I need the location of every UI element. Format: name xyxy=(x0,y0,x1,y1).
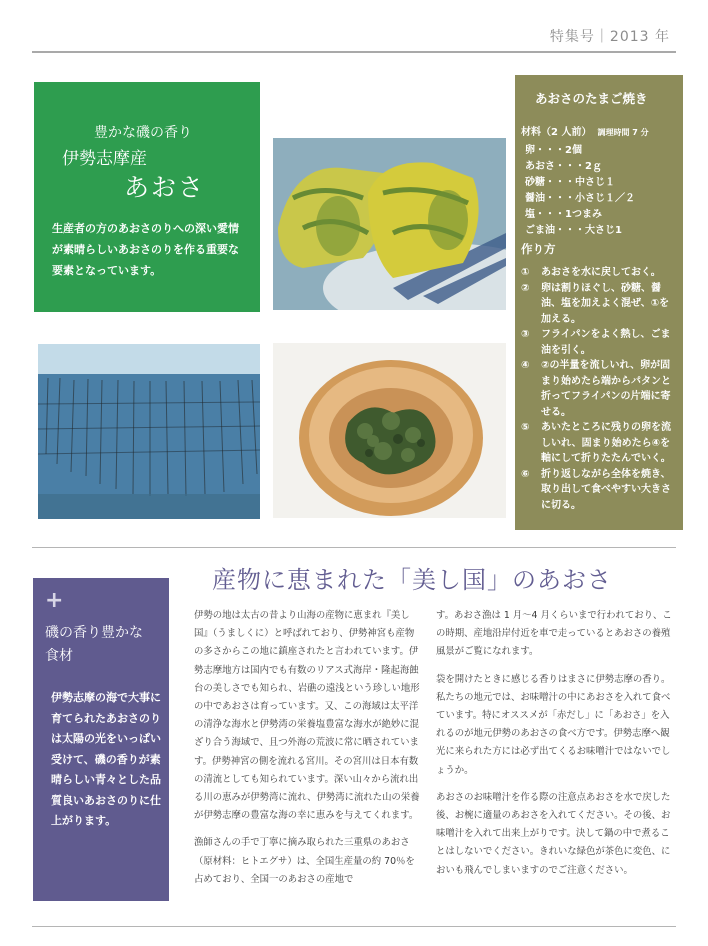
sidebar-box xyxy=(33,578,169,901)
ingredient-item: 塩・・・1つまみ xyxy=(525,209,602,220)
step-number: ① xyxy=(521,267,530,278)
sidebar-heading xyxy=(45,622,143,668)
article-paragraph: 伊勢の地は太古の昔より山海の産物に恵まれ『美し国』（うましくに）と呼ばれており、伊勢神宮も産物の多さからこの地に鎮座されたと言われています。伊勢志摩地方は国内でも有数のリアス式海岸・隆起海蝕台の美しさでも知られ、岩礁の遠浅という珍しい地形の中であおさは育っています。又、この海域は太平洋の清浄な海水と伊勢湾の栄養塩豊富な海水が絶妙に混ざり合う海域で、且つ外海の荒波に常に晒されています。伊勢神宮の側を流れる宮川。その宮川は日本有数の清流としても知られています。深い山々から流れ出る川の恵みが伊勢湾に流れ、伊勢湾に流れた山の栄養が伊勢志摩の豊富な海の幸に恵みを与えてくれます。 xyxy=(194,610,420,822)
ingredient-list xyxy=(525,143,635,239)
intro-origin: 伊勢志摩産 xyxy=(62,149,147,169)
step-item xyxy=(521,281,679,328)
step-text: フライパンをよく熱し、ごま油を引く。 xyxy=(541,329,671,356)
step-number: ② xyxy=(521,282,530,294)
tamagoyaki-photo xyxy=(273,138,506,310)
article-paragraph: 袋を開けたときに感じる香りはまさに伊勢志摩の香り。私たちの地元では、お味噌汁の中にあおさを入れて食べています。特にオススメが「赤だし」に「あおさ」を入れるのが地元伊勢のあおさの食べ方です。伊勢志摩へ観光に来られた方には必ず出てくるお味噌汁ではないでしょうか。 xyxy=(436,673,671,776)
steps-title: 作り方 xyxy=(521,242,556,256)
intro-product-name: あおさ xyxy=(124,173,206,202)
step-item xyxy=(521,467,679,514)
intro-block xyxy=(34,82,260,312)
step-text: あいたところに残りの卵を流しいれ、固まり始めたら④を軸にして折りたたんでいく。 xyxy=(541,422,671,464)
sidebar-heading-line: 食材 xyxy=(45,648,73,664)
materials-label: 材料（2 人前） xyxy=(521,127,592,138)
step-item xyxy=(521,327,679,358)
step-item xyxy=(521,358,679,420)
article-column-1 xyxy=(194,607,422,898)
ingredient-item: 醤油・・・小さじ１／２ xyxy=(525,193,635,204)
step-number: ⑤ xyxy=(521,422,530,433)
article-paragraph: す。あおさ漁は 1 月～4 月くらいまで行われており、この時期、産地沿岸付近を車で走っているとあおさの養殖風景がご覧になれます。 xyxy=(436,610,672,658)
issue-header: 特集号｜2013 年 xyxy=(549,29,670,45)
top-divider xyxy=(32,51,676,53)
recipe-materials-header xyxy=(521,123,649,138)
step-number: ⑥ xyxy=(521,468,530,480)
ingredient-item: 卵・・・2個 xyxy=(525,145,582,156)
step-number: ③ xyxy=(521,329,530,340)
article-paragraph: 漁師さんの手で丁寧に摘み取られた三重県のあおさ（原材料：ヒトエグサ）は、全国生産量の約 70％を占めており、全国一のあおさの産地で xyxy=(194,837,415,885)
aosa-bowl-photo xyxy=(273,343,506,518)
article-paragraph: あおさのお味噌汁を作る際の注意点あおさを水で戻した後、お椀に適量のあおさを入れてください。その後、お味噌汁を入れて出来上がりです。決して鍋の中で煮ることはしないでください。きれいな緑色が茶色に変色、においも飛んでしまいますのでご注意ください。 xyxy=(436,791,671,876)
sidebar-body: 伊勢志摩の海で大事に育てられたあおさのりは太陽の光をいっぱい受けて、磯の香りが素晴らしい青々とした品質良いあおさのりに仕上がります。 xyxy=(51,691,161,827)
bottom-divider xyxy=(32,926,676,927)
intro-tagline: 豊かな磯の香り xyxy=(94,125,192,141)
cooking-time: 調理時間 7 分 xyxy=(597,128,649,137)
plus-icon: + xyxy=(45,588,64,613)
ingredient-item: 砂糖・・・中さじ１ xyxy=(525,177,615,188)
step-item xyxy=(521,265,679,281)
step-text: 卵は割りほぐし、砂糖、醤油、塩を加えよく混ぜ、①を加える。 xyxy=(541,282,670,325)
step-number: ④ xyxy=(521,360,530,371)
article-title: 産物に恵まれた「美し国」のあおさ xyxy=(212,566,612,594)
intro-description: 生産者の方のあおさのりへの深い愛情が素晴らしいあおさのりを作る重要な要素となっています。 xyxy=(52,222,239,277)
step-text: あおさを水に戻しておく。 xyxy=(541,267,661,278)
step-text: ②の半量を流しいれ、卵が固まり始めたら端からパタンと折ってフライパンの片端に寄せる。 xyxy=(541,360,671,418)
sidebar-heading-line: 磯の香り豊かな xyxy=(45,625,143,641)
ingredient-item: ごま油・・・大さじ1 xyxy=(525,225,622,236)
middle-divider xyxy=(32,547,676,548)
step-item xyxy=(521,420,679,467)
recipe-panel xyxy=(515,75,683,530)
ingredient-item: あおさ・・・2ｇ xyxy=(525,161,602,172)
article-column-2 xyxy=(436,607,676,889)
recipe-title: あおさのたまご焼き xyxy=(535,91,648,106)
step-text: 折り返しながら全体を焼き、取り出して食べやすい大きさに切る。 xyxy=(541,468,671,511)
aosa-farm-photo xyxy=(38,344,260,519)
step-list xyxy=(521,265,679,513)
